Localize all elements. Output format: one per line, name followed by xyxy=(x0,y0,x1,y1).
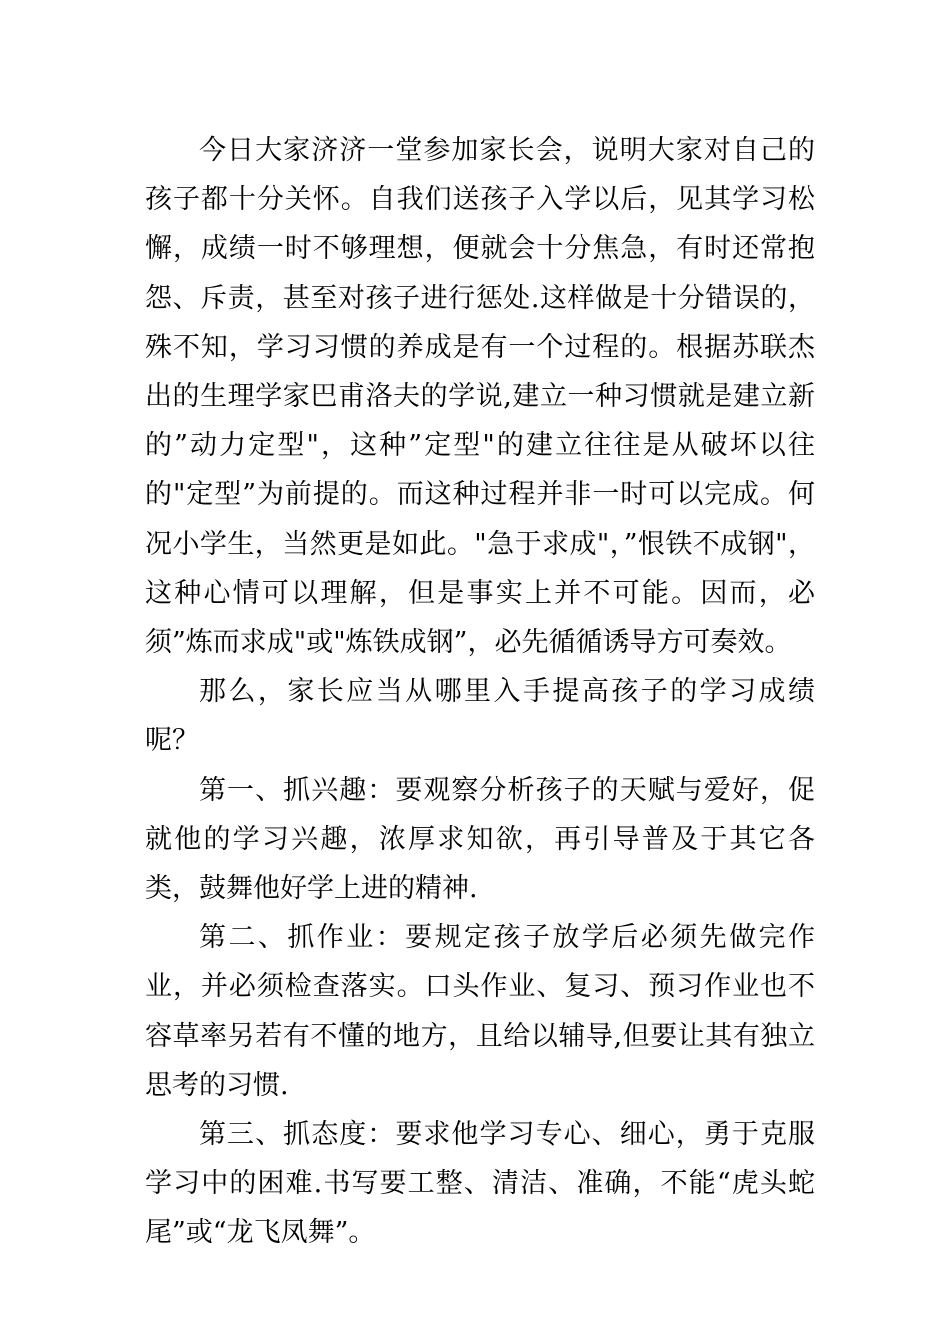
paragraph-point-attitude: 第三、抓态度：要求他学习专心、细心，勇于克服学习中的困难.书写要工整、清洁、准确，不能“虎头蛇尾”或“龙飞凤舞”。 xyxy=(145,1119,815,1249)
paragraph-intro: 今日大家济济一堂参加家长会，说明大家对自己的孩子都十分关怀。自我们送孩子入学以后，见其学习松懈，成绩一时不够理想，便就会十分焦急，有时还常抱怨、斥责，甚至对孩子进行惩处.这样做是十分错误的，殊不知，学习习惯的养成是有一个过程的。根据苏联杰出的生理学家巴甫洛夫的学说,建立一种习惯就是建立新的”动力定型"，这种”定型"的建立往往是从破坏以往的"定型”为前提的。而这种过程并非一时可以完成。何况小学生，当然更是如此。"急于求成"，”恨铁不成钢"，这种心情可以理解，但是事实上并不可能。因而，必须”炼而求成"或"炼铁成钢”，必先循循诱导方可奏效。 xyxy=(145,135,815,659)
document-body xyxy=(145,126,815,1258)
paragraph-point-interest: 第一、抓兴趣：要观察分析孩子的天赋与爱好，促就他的学习兴趣，浓厚求知欲，再引导普及于其它各类，鼓舞他好学上进的精神. xyxy=(145,774,815,905)
paragraph-point-homework: 第二、抓作业：要规定孩子放学后必须先做完作业，并必须检查落实。口头作业、复习、预习作业也不容草率另若有不懂的地方，且给以辅导,但要让其有独立思考的习惯. xyxy=(145,922,815,1101)
paragraph-question: 那么，家长应当从哪里入手提高孩子的学习成绩呢？ xyxy=(145,676,815,757)
